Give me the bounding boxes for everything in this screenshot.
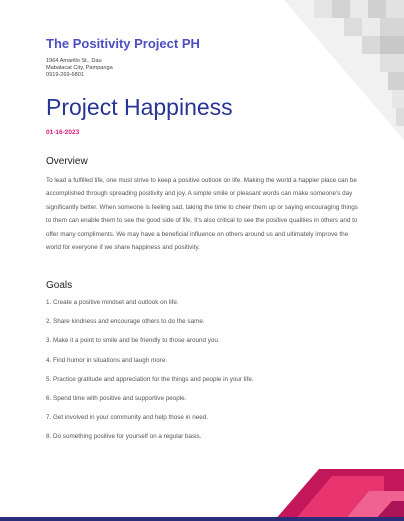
overview-heading: Overview [46,156,88,167]
organization-name: The Positivity Project PH [46,36,200,51]
document-title: Project Happiness [46,94,233,120]
goal-item: 6. Spend time with positive and supportive people. [46,394,187,402]
goal-item: 7. Get involved in your community and help those in need. [46,414,209,422]
phone-number: 0919-269-6801 [46,72,84,78]
goal-item: 5. Practice gratitude and appreciation for the things and people in your life. [46,375,254,383]
overview-paragraph: To lead a fulfilled life, one must strive to keep a positive outlook on life. Making the world a happier place can be accomplished through spreading positivity and joy. A simple smile or pleasant words can make someone's day significantly better. When someone is feeling sad, taking the time to cheer them up or saying encouraging things to them can enable them to see the good side of life. It's also critical to see the positive qualities in others and to offer many compliments. We may have a beneficial influence on others around us and ultimately improve the world for everyone if we share happiness and positivity. [46,177,358,252]
address-line: 1964 Amarillo St., Dau [46,58,102,64]
goal-item: 2. Share kindness and encourage others to do the same. [46,318,205,326]
goal-item: 4. Find humor in situations and laugh more. [46,356,168,364]
document-date: 01-16-2023 [46,129,80,136]
goals-list [46,297,254,451]
address-block [46,58,113,79]
goals-heading: Goals [46,280,73,291]
address-line: Mabalacat City, Pampanga [46,65,113,71]
goal-item: 3. Make it a point to smile and be friendly to those around you. [46,337,220,345]
goal-item: 1. Create a positive mindset and outlook on life. [46,299,179,306]
footer-bar [0,517,404,521]
decorative-pink-corner [274,461,404,521]
decorative-grid-corner [284,0,404,140]
goal-item: 8. Do something positive for yourself on a regular basis. [46,433,202,441]
